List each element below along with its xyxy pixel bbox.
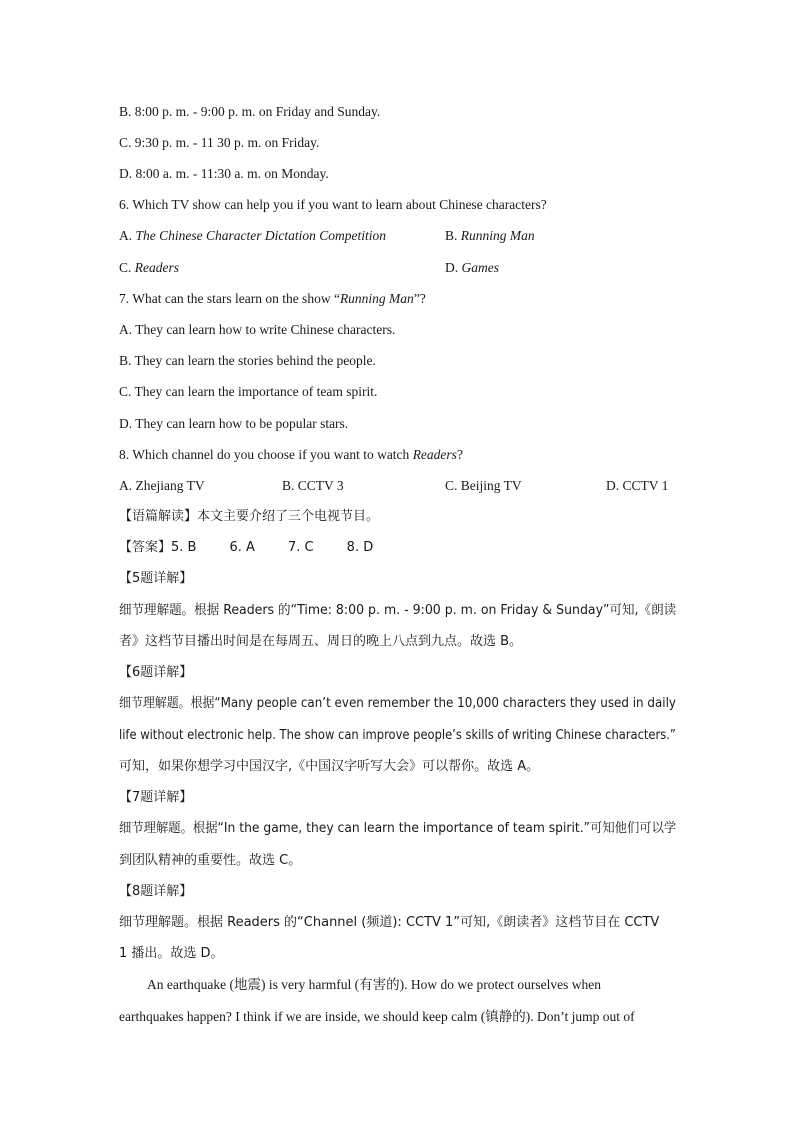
answer-key: 【答案】5. B 6. A 7. C 8. D bbox=[119, 540, 374, 555]
q7-stem: 7. What can the stars learn on the show “Running Man”? bbox=[119, 291, 426, 306]
q8-option-c: C. Beijing TV bbox=[445, 478, 522, 493]
detail-7-line-2: 到团队精神的重要性。故选 C。 bbox=[119, 853, 302, 868]
detail-6-line-2: life without electronic help. The show can improve people’s skills of writing Chinese characters.” bbox=[119, 728, 676, 743]
q5-option-c: C. 9:30 p. m. - 11 30 p. m. on Friday. bbox=[119, 135, 320, 150]
q6-option-b: B. Running Man bbox=[445, 228, 535, 243]
detail-5-line-2: 者》这档节目播出时间是在每周五、周日的晚上八点到九点。故选 B。 bbox=[119, 634, 523, 649]
q6-option-c: C. Readers bbox=[119, 260, 180, 275]
detail-8-line-1: 细节理解题。根据 Readers 的“Channel (频道): CCTV 1”可知,《朗读者》这档节目在 CCTV bbox=[119, 915, 660, 930]
detail-7-heading: 【7题详解】 bbox=[119, 790, 193, 805]
passage-summary: 【语篇解读】本文主要介绍了三个电视节目。 bbox=[119, 509, 380, 524]
q8-option-a: A. Zhejiang TV bbox=[119, 478, 205, 493]
passage-line-2: earthquakes happen? I think if we are inside, we should keep calm (镇静的). Don’t jump out of bbox=[119, 1009, 635, 1024]
q8-stem: 8. Which channel do you choose if you want to watch Readers? bbox=[119, 447, 463, 462]
detail-7-line-1: 细节理解题。根据“In the game, they can learn the importance of team spirit.”可知他们可以学 bbox=[119, 821, 677, 836]
q6-option-a: A. The Chinese Character Dictation Competition bbox=[119, 228, 386, 243]
q5-option-b: B. 8:00 p. m. - 9:00 p. m. on Friday and Sunday. bbox=[119, 104, 381, 119]
detail-8-line-2: 1 播出。故选 D。 bbox=[119, 946, 224, 961]
q8-option-b: B. CCTV 3 bbox=[282, 478, 344, 493]
detail-6-heading: 【6题详解】 bbox=[119, 665, 193, 680]
detail-6-line-1: 细节理解题。根据“Many people can’t even remember the 10,000 characters they used in daily bbox=[119, 696, 676, 711]
q7-option-c: C. They can learn the importance of team spirit. bbox=[119, 384, 378, 399]
q7-option-a: A. They can learn how to write Chinese characters. bbox=[119, 322, 396, 337]
q6-stem: 6. Which TV show can help you if you want to learn about Chinese characters? bbox=[119, 197, 547, 212]
detail-5-heading: 【5题详解】 bbox=[119, 571, 193, 586]
q6-option-d: D. Games bbox=[445, 260, 499, 275]
passage-line-1: An earthquake (地震) is very harmful (有害的). How do we protect ourselves when bbox=[147, 977, 601, 992]
q7-option-b: B. They can learn the stories behind the people. bbox=[119, 353, 376, 368]
q8-option-d: D. CCTV 1 bbox=[606, 478, 669, 493]
detail-8-heading: 【8题详解】 bbox=[119, 884, 193, 899]
q7-option-d: D. They can learn how to be popular stars. bbox=[119, 416, 349, 431]
detail-5-line-1: 细节理解题。根据 Readers 的“Time: 8:00 p. m. - 9:00 p. m. on Friday & Sunday”可知,《朗读 bbox=[119, 603, 677, 618]
q5-option-d: D. 8:00 a. m. - 11:30 a. m. on Monday. bbox=[119, 166, 329, 181]
detail-6-line-3: 可知，如果你想学习中国汉字,《中国汉字听写大会》可以帮你。故选 A。 bbox=[119, 759, 540, 774]
